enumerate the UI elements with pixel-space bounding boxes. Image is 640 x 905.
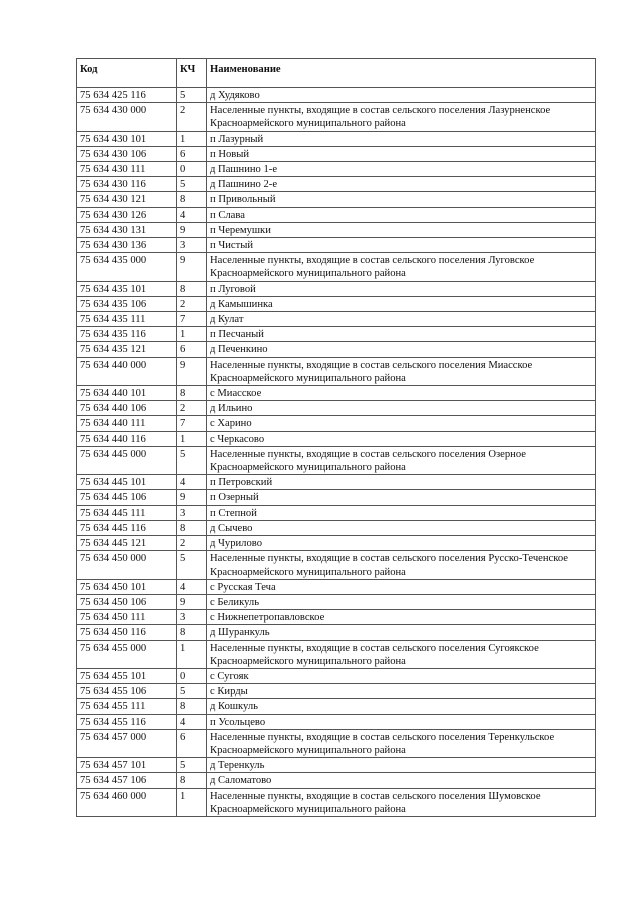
cell-kch: 8: [177, 625, 207, 640]
cell-name: с Нижнепетропавловское: [207, 610, 596, 625]
table-row: [77, 729, 596, 757]
cell-kch: 8: [177, 386, 207, 401]
cell-code: 75 634 430 111: [77, 162, 177, 177]
table-row: [77, 536, 596, 551]
okato-table: [76, 58, 596, 817]
cell-kch: 5: [177, 88, 207, 103]
table-row: [77, 146, 596, 161]
cell-kch: 9: [177, 490, 207, 505]
cell-code: 75 634 435 111: [77, 312, 177, 327]
cell-kch: 0: [177, 668, 207, 683]
table-row: [77, 625, 596, 640]
cell-kch: 3: [177, 505, 207, 520]
table-row: [77, 773, 596, 788]
cell-kch: 1: [177, 327, 207, 342]
cell-code: 75 634 440 000: [77, 357, 177, 385]
cell-kch: 1: [177, 788, 207, 816]
cell-name: п Черемушки: [207, 222, 596, 237]
cell-name: п Озерный: [207, 490, 596, 505]
cell-kch: 8: [177, 281, 207, 296]
cell-code: 75 634 435 121: [77, 342, 177, 357]
table-row: [77, 342, 596, 357]
cell-name: п Слава: [207, 207, 596, 222]
table-row: [77, 401, 596, 416]
table-row: [77, 520, 596, 535]
table-row: [77, 594, 596, 609]
cell-kch: 9: [177, 253, 207, 281]
cell-kch: 5: [177, 177, 207, 192]
cell-name: Населенные пункты, входящие в состав сельского поселения Шумовское Красноармейского муниципального района: [207, 788, 596, 816]
cell-code: 75 634 435 101: [77, 281, 177, 296]
cell-kch: 1: [177, 131, 207, 146]
cell-name: Населенные пункты, входящие в состав сельского поселения Сугоякское Красноармейского муниципального района: [207, 640, 596, 668]
cell-name: д Печенкино: [207, 342, 596, 357]
table-row: [77, 222, 596, 237]
table-row: [77, 714, 596, 729]
cell-code: 75 634 430 136: [77, 238, 177, 253]
cell-name: п Луговой: [207, 281, 596, 296]
header-kch: КЧ: [177, 59, 207, 88]
cell-name: с Черкасово: [207, 431, 596, 446]
cell-code: 75 634 455 116: [77, 714, 177, 729]
table-row: [77, 131, 596, 146]
table-row: [77, 551, 596, 579]
table-row: [77, 475, 596, 490]
cell-kch: 7: [177, 416, 207, 431]
table-row: [77, 207, 596, 222]
cell-name: с Харино: [207, 416, 596, 431]
cell-name: п Чистый: [207, 238, 596, 253]
cell-code: 75 634 450 106: [77, 594, 177, 609]
cell-name: п Петровский: [207, 475, 596, 490]
cell-kch: 6: [177, 729, 207, 757]
cell-code: 75 634 440 101: [77, 386, 177, 401]
cell-code: 75 634 430 126: [77, 207, 177, 222]
cell-kch: 0: [177, 162, 207, 177]
cell-name: с Сугояк: [207, 668, 596, 683]
table-row: [77, 640, 596, 668]
cell-kch: 9: [177, 222, 207, 237]
table-row: [77, 88, 596, 103]
table-row: [77, 327, 596, 342]
cell-kch: 6: [177, 342, 207, 357]
table-row: [77, 431, 596, 446]
cell-kch: 4: [177, 475, 207, 490]
header-code: Код: [77, 59, 177, 88]
cell-kch: 2: [177, 401, 207, 416]
cell-kch: 8: [177, 192, 207, 207]
cell-kch: 9: [177, 357, 207, 385]
header-name: Наименование: [207, 59, 596, 88]
cell-name: д Теренкуль: [207, 758, 596, 773]
table-row: [77, 788, 596, 816]
cell-code: 75 634 435 106: [77, 296, 177, 311]
cell-name: п Песчаный: [207, 327, 596, 342]
table-row: [77, 758, 596, 773]
cell-kch: 3: [177, 610, 207, 625]
table-row: [77, 281, 596, 296]
cell-name: Населенные пункты, входящие в состав сельского поселения Луговское Красноармейского муниципального района: [207, 253, 596, 281]
cell-code: 75 634 440 106: [77, 401, 177, 416]
cell-kch: 7: [177, 312, 207, 327]
table-row: [77, 386, 596, 401]
table-row: [77, 446, 596, 474]
table-row: [77, 238, 596, 253]
cell-kch: 6: [177, 146, 207, 161]
table-row: [77, 177, 596, 192]
cell-code: 75 634 457 106: [77, 773, 177, 788]
cell-code: 75 634 450 000: [77, 551, 177, 579]
cell-code: 75 634 460 000: [77, 788, 177, 816]
cell-code: 75 634 445 106: [77, 490, 177, 505]
cell-name: Населенные пункты, входящие в состав сельского поселения Миасское Красноармейского муниципального района: [207, 357, 596, 385]
table-row: [77, 610, 596, 625]
cell-code: 75 634 445 101: [77, 475, 177, 490]
table-row: [77, 192, 596, 207]
cell-name: п Привольный: [207, 192, 596, 207]
table-row: [77, 253, 596, 281]
cell-code: 75 634 440 111: [77, 416, 177, 431]
cell-kch: 1: [177, 431, 207, 446]
cell-code: 75 634 435 000: [77, 253, 177, 281]
cell-name: д Саломатово: [207, 773, 596, 788]
cell-kch: 4: [177, 714, 207, 729]
cell-code: 75 634 430 121: [77, 192, 177, 207]
cell-code: 75 634 435 116: [77, 327, 177, 342]
cell-name: д Сычево: [207, 520, 596, 535]
cell-code: 75 634 457 000: [77, 729, 177, 757]
cell-name: д Камышинка: [207, 296, 596, 311]
cell-kch: 8: [177, 773, 207, 788]
cell-code: 75 634 430 000: [77, 103, 177, 131]
cell-kch: 9: [177, 594, 207, 609]
table-row: [77, 162, 596, 177]
cell-name: д Пашнино 1-е: [207, 162, 596, 177]
cell-code: 75 634 457 101: [77, 758, 177, 773]
cell-name: д Кошкуль: [207, 699, 596, 714]
table-row: [77, 416, 596, 431]
cell-name: п Степной: [207, 505, 596, 520]
cell-name: п Новый: [207, 146, 596, 161]
table-row: [77, 103, 596, 131]
cell-code: 75 634 445 121: [77, 536, 177, 551]
table-row: [77, 296, 596, 311]
cell-name: Населенные пункты, входящие в состав сельского поселения Озерное Красноармейского муниципального района: [207, 446, 596, 474]
cell-name: п Усольцево: [207, 714, 596, 729]
cell-kch: 2: [177, 103, 207, 131]
cell-name: д Пашнино 2-е: [207, 177, 596, 192]
cell-kch: 1: [177, 640, 207, 668]
cell-code: 75 634 455 101: [77, 668, 177, 683]
cell-name: д Худяково: [207, 88, 596, 103]
cell-kch: 5: [177, 551, 207, 579]
cell-name: с Русская Теча: [207, 579, 596, 594]
cell-code: 75 634 440 116: [77, 431, 177, 446]
cell-kch: 5: [177, 446, 207, 474]
cell-name: Населенные пункты, входящие в состав сельского поселения Русско-Теченское Красноармейского муниципального района: [207, 551, 596, 579]
table-row: [77, 312, 596, 327]
table-row: [77, 579, 596, 594]
table-row: [77, 505, 596, 520]
cell-code: 75 634 450 111: [77, 610, 177, 625]
cell-code: 75 634 445 116: [77, 520, 177, 535]
cell-code: 75 634 455 106: [77, 684, 177, 699]
table-row: [77, 668, 596, 683]
cell-kch: 8: [177, 699, 207, 714]
cell-code: 75 634 455 000: [77, 640, 177, 668]
cell-code: 75 634 455 111: [77, 699, 177, 714]
cell-name: д Кулат: [207, 312, 596, 327]
cell-code: 75 634 445 000: [77, 446, 177, 474]
cell-kch: 3: [177, 238, 207, 253]
cell-name: с Беликуль: [207, 594, 596, 609]
table-header-row: [77, 59, 596, 88]
cell-name: п Лазурный: [207, 131, 596, 146]
cell-code: 75 634 430 116: [77, 177, 177, 192]
cell-code: 75 634 430 106: [77, 146, 177, 161]
cell-kch: 4: [177, 579, 207, 594]
cell-kch: 2: [177, 296, 207, 311]
table-row: [77, 684, 596, 699]
cell-name: д Шуранкуль: [207, 625, 596, 640]
cell-code: 75 634 450 101: [77, 579, 177, 594]
cell-name: с Миасское: [207, 386, 596, 401]
cell-kch: 5: [177, 758, 207, 773]
cell-name: с Кирды: [207, 684, 596, 699]
table-row: [77, 490, 596, 505]
cell-code: 75 634 430 101: [77, 131, 177, 146]
cell-kch: 5: [177, 684, 207, 699]
cell-code: 75 634 450 116: [77, 625, 177, 640]
cell-name: д Чурилово: [207, 536, 596, 551]
cell-kch: 2: [177, 536, 207, 551]
cell-code: 75 634 430 131: [77, 222, 177, 237]
cell-code: 75 634 425 116: [77, 88, 177, 103]
cell-name: д Ильино: [207, 401, 596, 416]
cell-kch: 4: [177, 207, 207, 222]
table-row: [77, 357, 596, 385]
cell-code: 75 634 445 111: [77, 505, 177, 520]
cell-name: Населенные пункты, входящие в состав сельского поселения Теренкульское Красноармейского муниципального района: [207, 729, 596, 757]
table-row: [77, 699, 596, 714]
cell-name: Населенные пункты, входящие в состав сельского поселения Лазурненское Красноармейского муниципального района: [207, 103, 596, 131]
document-page: [76, 58, 595, 817]
cell-kch: 8: [177, 520, 207, 535]
